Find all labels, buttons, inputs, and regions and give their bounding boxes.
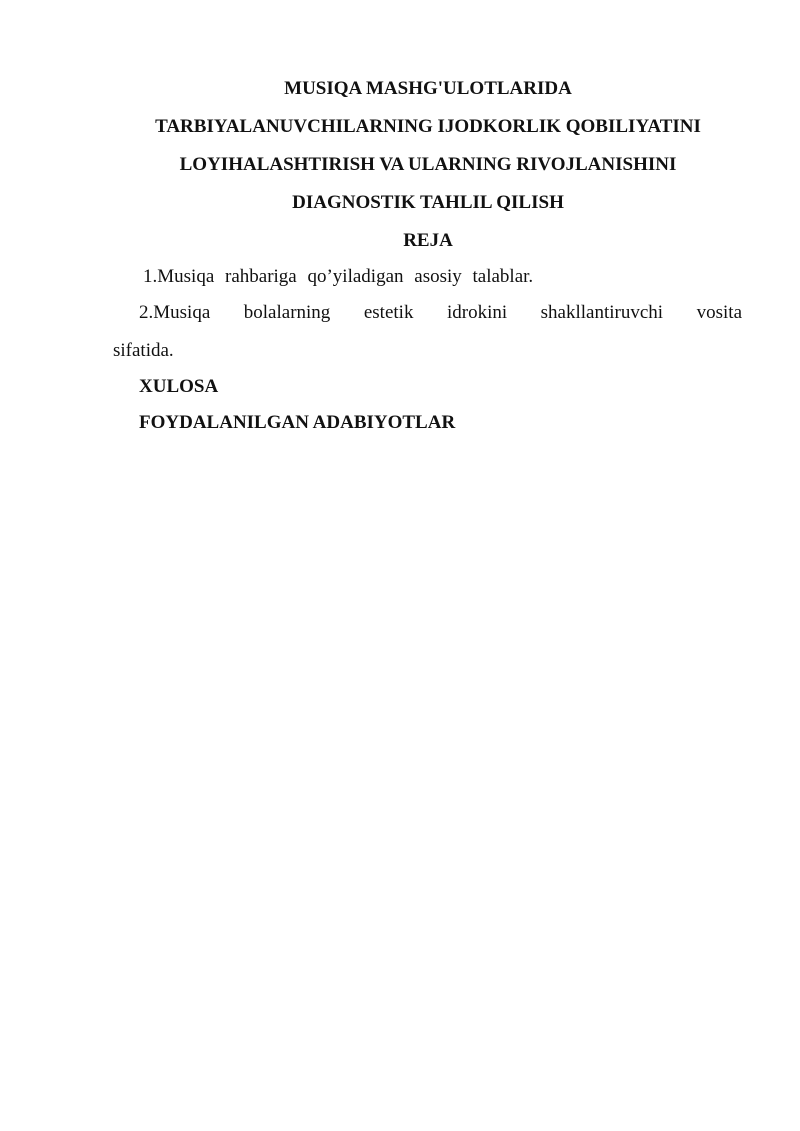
document-title-line-3: LOYIHALASHTIRISH VA ULARNING RIVOJLANISHINI	[179, 154, 677, 175]
conclusion-heading: XULOSA	[139, 376, 219, 397]
document-title-line-4: DIAGNOSTIK TAHLIL QILISH	[292, 192, 564, 213]
plan-heading: REJA	[403, 230, 453, 251]
references-heading: FOYDALANILGAN ADABIYOTLAR	[139, 412, 456, 433]
plan-item-2: 2.Musiqa bolalarning estetik idrokini shakllantiruvchi vosita	[139, 302, 742, 323]
plan-item-1: 1.Musiqa rahbariga qo’yiladigan asosiy talablar.	[143, 266, 534, 287]
document-title-line-1: MUSIQA MASHG'ULOTLARIDA	[284, 78, 572, 99]
document-title-line-2: TARBIYALANUVCHILARNING IJODKORLIK QOBILIYATINI	[155, 116, 701, 137]
plan-item-2-continuation: sifatida.	[113, 340, 174, 361]
